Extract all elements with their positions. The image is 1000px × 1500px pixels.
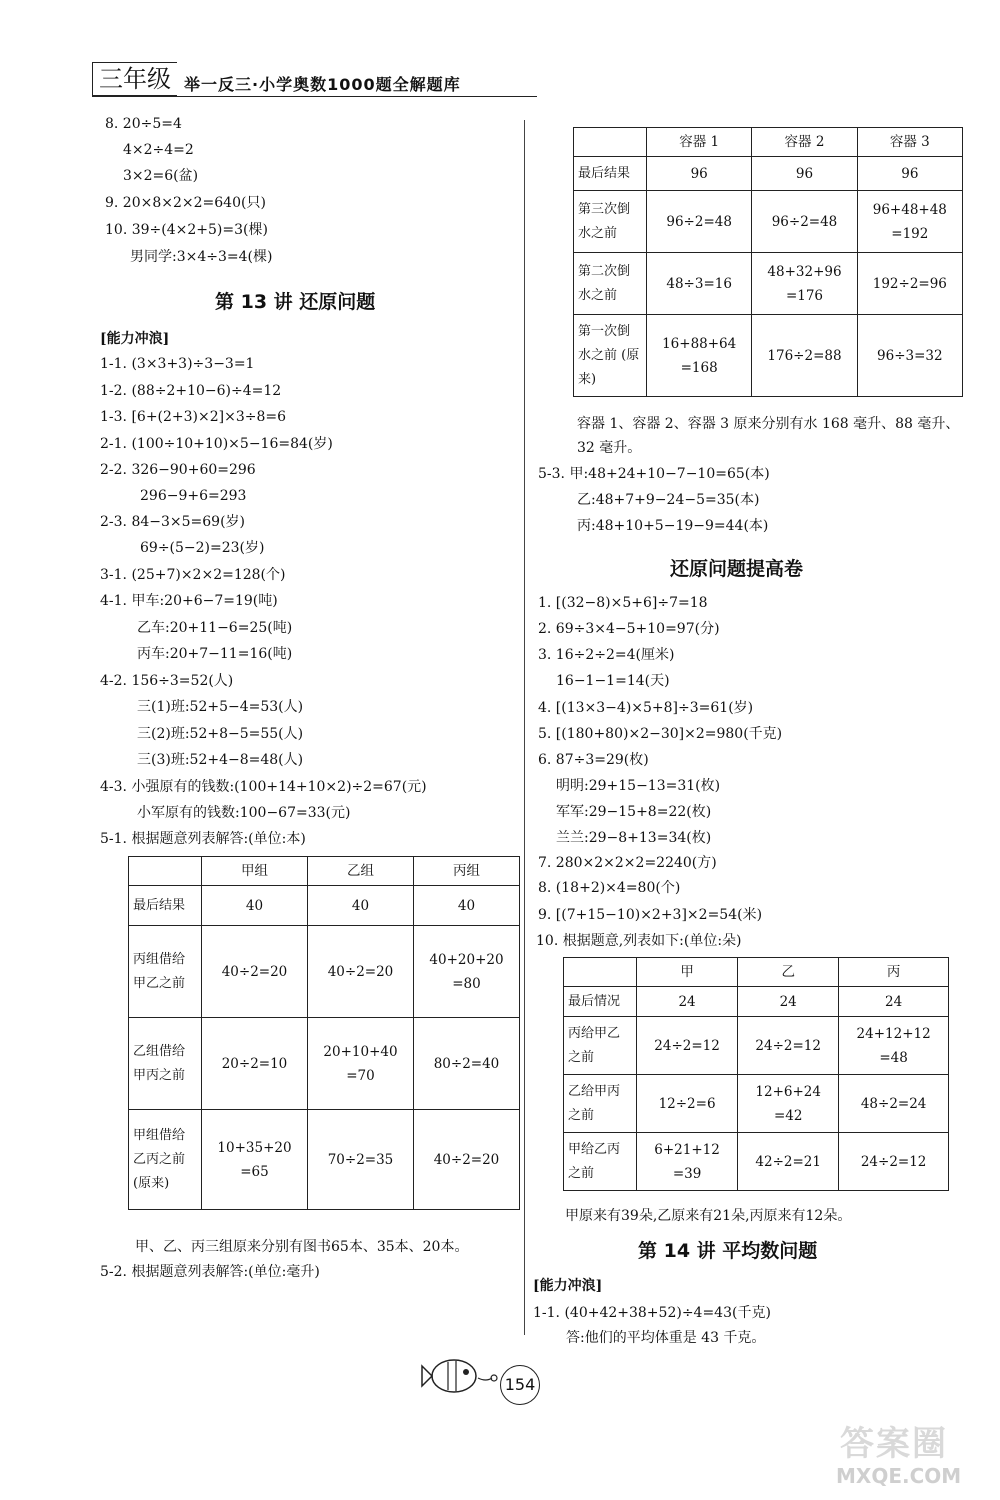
watermark (830, 1414, 990, 1494)
table-cell: 24 (839, 987, 949, 1017)
answer-line: 1-1. (40+42+38+52)÷4=43(千克) (533, 1305, 771, 1321)
table-cell: 40÷2=20 (414, 1110, 520, 1210)
answer-line: 10. 根据题意,列表如下:(单位:朵) (536, 933, 742, 949)
table-cell: 20+10+40 =70 (308, 1018, 414, 1110)
answer-line: 7. 280×2×2×2=2240(方) (538, 855, 717, 871)
answer-line: 69÷(5−2)=23(岁) (140, 540, 265, 556)
table-cell: 丙给甲乙之前 (564, 1017, 637, 1075)
table-cell: 最后结果 (129, 886, 202, 926)
table-cell: 96 (857, 157, 962, 191)
answer-line: 16−1−1=14(天) (556, 673, 670, 689)
table-cell: 96÷2=48 (647, 191, 752, 253)
table-cell: 乙 (738, 958, 839, 987)
table-cell: 最后结果 (574, 157, 647, 191)
table-cell: 96 (647, 157, 752, 191)
table-cell: 40÷2=20 (308, 926, 414, 1018)
table-cell: 丙 (839, 958, 949, 987)
table-cell: 甲组 (202, 857, 308, 886)
table-cell: 24÷2=12 (738, 1017, 839, 1075)
table-cell: 12+6+24 =42 (738, 1075, 839, 1133)
table-row (574, 157, 963, 191)
table-cell: 20÷2=10 (202, 1018, 308, 1110)
table-cell: 甲给乙丙之前 (564, 1133, 637, 1191)
answer-line: 296−9+6=293 (140, 488, 247, 504)
table-cell: 12÷2=6 (637, 1075, 738, 1133)
answer-line: 3×2=6(盆) (123, 168, 199, 184)
table-row (574, 253, 963, 315)
table-row (129, 926, 520, 1018)
answer-line: 5-1. 根据题意列表解答:(单位:本) (100, 831, 306, 847)
answer-line: 容器 1、容器 2、容器 3 原来分别有水 168 毫升、88 毫升、 (577, 416, 960, 432)
table-cell: 第三次倒水之前 (574, 191, 647, 253)
fish-icon (420, 1352, 560, 1400)
table-header-row (574, 128, 963, 157)
header-rule (92, 96, 537, 97)
table-row (564, 1075, 949, 1133)
section-title: 还原问题提高卷 (670, 558, 804, 580)
answer-line: 8. 20÷5=4 (105, 116, 182, 132)
table-cell: 40 (308, 886, 414, 926)
table-cell: 96÷2=48 (752, 191, 857, 253)
answer-line: 乙车:20+11−6=25(吨) (137, 620, 293, 636)
answer-line: 4-2. 156÷3=52(人) (100, 673, 234, 689)
answer-line: 5-3. 甲:48+24+10−7−10=65(本) (538, 466, 770, 482)
table-cell: 10+35+20 =65 (202, 1110, 308, 1210)
table-cell: 甲组借给乙丙之前 (原来) (129, 1110, 202, 1210)
table-row (129, 886, 520, 926)
table-cell: 40÷2=20 (202, 926, 308, 1018)
grade-label: 三年级 (92, 62, 177, 96)
section-title: 第 14 讲 平均数问题 (638, 1240, 818, 1262)
answer-line: 1-3. [6+(2+3)×2]×3÷8=6 (100, 409, 287, 425)
watermark-url: MXQE.COM (836, 1464, 962, 1488)
table-cell: 48+32+96 =176 (752, 253, 857, 315)
table-cell: 96+48+48 =192 (857, 191, 962, 253)
section-title: 第 13 讲 还原问题 (215, 291, 376, 313)
table-cell: 第二次倒水之前 (574, 253, 647, 315)
table-row (564, 1017, 949, 1075)
answer-line: 答:他们的平均体重是 43 千克。 (566, 1330, 766, 1346)
answer-line: 军军:29−15+8=22(枚) (556, 804, 712, 820)
answer-line: 三(1)班:52+5−4=53(人) (137, 699, 304, 715)
table-cell (129, 857, 202, 886)
answer-line: 小军原有的钱数:100−67=33(元) (137, 805, 351, 821)
table-cell: 80÷2=40 (414, 1018, 520, 1110)
answer-line: 兰兰:29−8+13=34(枚) (556, 830, 712, 846)
table-cell: 24 (637, 987, 738, 1017)
table-row (564, 987, 949, 1017)
table-cell: 容器 3 (857, 128, 962, 157)
page-header (92, 62, 537, 98)
answer-line: 10. 39÷(4×2+5)=3(棵) (105, 222, 268, 238)
answer-line: 1-2. (88÷2+10−6)÷4=12 (100, 383, 282, 399)
table-cell: 96 (752, 157, 857, 191)
table-cell: 16+88+64 =168 (647, 315, 752, 397)
answer-line: 9. 20×8×2×2=640(只) (105, 195, 266, 211)
answer-line: 8. (18+2)×4=80(个) (538, 880, 681, 896)
page-number: 154 (500, 1365, 540, 1405)
table-cell: 24÷2=12 (839, 1133, 949, 1191)
answer-line: 三(2)班:52+8−5=55(人) (137, 726, 304, 742)
answer-line: 32 毫升。 (577, 440, 642, 456)
table-cell: 容器 2 (752, 128, 857, 157)
answer-line: 3-1. (25+7)×2×2=128(个) (100, 567, 286, 583)
table-cell: 乙组 (308, 857, 414, 886)
answer-line: 三(3)班:52+4−8=48(人) (137, 752, 304, 768)
section-tag: [能力冲浪] (533, 1278, 603, 1294)
answer-line: 男同学:3×4÷3=4(棵) (130, 249, 273, 265)
answer-line: 6. 87÷3=29(枚) (538, 752, 649, 768)
answer-line: 2-1. (100÷10+10)×5−16=84(岁) (100, 436, 333, 452)
answer-line: 2. 69÷3×4−5+10=97(分) (538, 621, 720, 637)
answer-line: 5. [(180+80)×2−30]×2=980(千克) (538, 726, 783, 742)
table-5-1 (128, 856, 520, 1210)
table-cell: 24+12+12 =48 (839, 1017, 949, 1075)
answer-line: 4×2÷4=2 (123, 142, 194, 158)
table-cell: 40 (414, 886, 520, 926)
answer-line: 1-1. (3×3+3)÷3−3=1 (100, 356, 255, 372)
series-title: 举一反三·小学奥数1000题全解题库 (184, 75, 461, 94)
answer-line: 1. [(32−8)×5+6]÷7=18 (538, 595, 708, 611)
table-cell: 乙给甲丙之前 (564, 1075, 637, 1133)
answer-line: 乙:48+7+9−24−5=35(本) (577, 492, 760, 508)
answer-line: 5-2. 根据题意列表解答:(单位:毫升) (100, 1264, 320, 1280)
table-header-row (129, 857, 520, 886)
table-cell (564, 958, 637, 987)
answer-line: 9. [(7+15−10)×2+3]×2=54(米) (538, 907, 763, 923)
section-tag: [能力冲浪] (100, 331, 170, 347)
table-cell: 最后情况 (564, 987, 637, 1017)
table-cell: 40+20+20 =80 (414, 926, 520, 1018)
table-row (574, 191, 963, 253)
table-cell: 甲 (637, 958, 738, 987)
watermark-logo-text: 答案圈 (840, 1424, 948, 1464)
answer-line: 3. 16÷2÷2=4(厘米) (538, 647, 675, 663)
answer-line: 明明:29+15−13=31(枚) (556, 778, 721, 794)
table-cell: 48÷2=24 (839, 1075, 949, 1133)
answer-line: 丙:48+10+5−19−9=44(本) (577, 518, 769, 534)
answer-line: 甲、乙、丙三组原来分别有图书65本、35本、20本。 (135, 1239, 469, 1255)
table-row (574, 315, 963, 397)
table-cell: 42÷2=21 (738, 1133, 839, 1191)
table-row (564, 1133, 949, 1191)
answer-line: 甲原来有39朵,乙原来有21朵,丙原来有12朵。 (565, 1208, 852, 1224)
table-cell: 96÷3=32 (857, 315, 962, 397)
table-cell: 乙组借给甲丙之前 (129, 1018, 202, 1110)
table-cell: 70÷2=35 (308, 1110, 414, 1210)
table-cell: 第一次倒水之前 (原来) (574, 315, 647, 397)
answer-line: 4. [(13×3−4)×5+8]÷3=61(岁) (538, 700, 754, 716)
answer-line: 丙车:20+7−11=16(吨) (137, 646, 293, 662)
table-cell: 48÷3=16 (647, 253, 752, 315)
answer-line: 4-1. 甲车:20+6−7=19(吨) (100, 593, 278, 609)
answer-line: 2-3. 84−3×5=69(岁) (100, 514, 246, 530)
table-cell: 24 (738, 987, 839, 1017)
table-10 (563, 957, 949, 1191)
table-cell (574, 128, 647, 157)
table-header-row (564, 958, 949, 987)
table-cell: 40 (202, 886, 308, 926)
table-cell: 丙组 (414, 857, 520, 886)
answer-line: 4-3. 小强原有的钱数:(100+14+10×2)÷2=67(元) (100, 779, 427, 795)
table-cell: 176÷2=88 (752, 315, 857, 397)
table-cell: 192÷2=96 (857, 253, 962, 315)
table-5-2 (573, 127, 963, 397)
table-row (129, 1018, 520, 1110)
table-cell: 丙组借给甲乙之前 (129, 926, 202, 1018)
table-cell: 6+21+12 =39 (637, 1133, 738, 1191)
column-divider (524, 120, 525, 1335)
table-cell: 24÷2=12 (637, 1017, 738, 1075)
table-cell: 容器 1 (647, 128, 752, 157)
answer-line: 2-2. 326−90+60=296 (100, 462, 256, 478)
table-row (129, 1110, 520, 1210)
